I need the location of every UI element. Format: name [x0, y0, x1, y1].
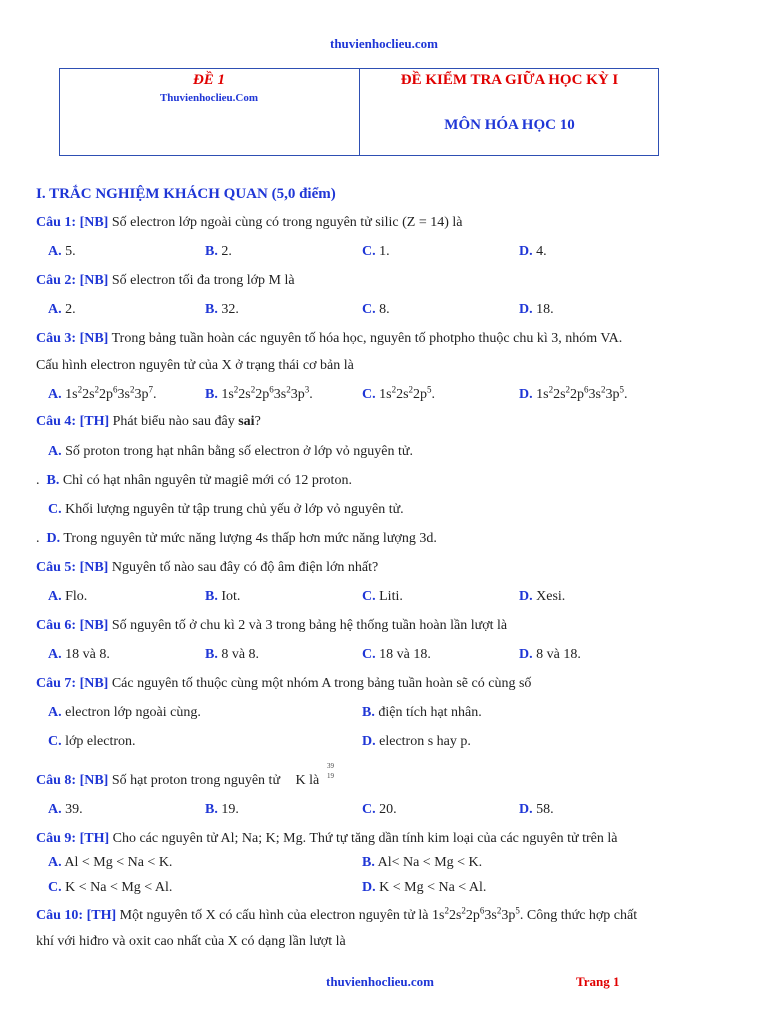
- option-text: Flo.: [65, 589, 88, 604]
- option-key: C.: [48, 734, 62, 749]
- option-key: A.: [48, 855, 62, 870]
- question-label: Câu 5:: [36, 560, 77, 575]
- question-6: [36, 618, 507, 634]
- page-number: Trang 1: [576, 974, 620, 989]
- q6-option-c[interactable]: [362, 647, 431, 663]
- question-4: [36, 414, 261, 430]
- question-label: Câu 2:: [36, 273, 77, 288]
- question-text: Trong bảng tuần hoàn các nguyên tố hóa học, nguyên tố photpho thuộc chu kì 3, nhóm VA.: [111, 331, 623, 346]
- option-key: C.: [362, 387, 376, 402]
- option-key: D.: [519, 302, 533, 317]
- option-key: C.: [362, 302, 376, 317]
- option-text: 5.: [65, 244, 76, 259]
- question-text: Số electron lớp ngoài cùng có trong nguyên tử silic (Z = 14) là: [111, 215, 463, 230]
- q1-option-a[interactable]: [48, 244, 76, 260]
- option-text: Al< Na < Mg < K.: [377, 855, 483, 870]
- question-text: Số nguyên tố ở chu kì 2 và 3 trong bảng hệ thống tuần hoàn lần lượt là: [111, 618, 508, 633]
- question-2: [36, 273, 295, 289]
- option-text: Trong nguyên tử mức năng lượng 4s thấp hơn mức năng lượng 3d.: [63, 531, 437, 546]
- option-key: A.: [48, 244, 62, 259]
- q3-option-b[interactable]: B. $1s^22s^22p^63s^23p^3$.: [205, 384, 313, 402]
- footer-site-link[interactable]: thuvienhoclieu.com: [326, 974, 434, 989]
- q5-option-a[interactable]: [48, 589, 87, 605]
- q8-option-a[interactable]: [48, 802, 83, 818]
- q6-option-b[interactable]: [205, 647, 259, 663]
- option-key: B.: [205, 244, 218, 259]
- option-key: B.: [362, 855, 375, 870]
- q4-option-d[interactable]: [36, 531, 437, 547]
- question-5: [36, 560, 378, 576]
- option-key: C.: [362, 647, 376, 662]
- question-text-cont: Công thức hợp chất: [526, 908, 638, 923]
- site-header-link[interactable]: thuvienhoclieu.com: [330, 36, 438, 51]
- q9-option-a[interactable]: [48, 855, 172, 871]
- question-tail: là: [309, 773, 320, 788]
- stray-dot: .: [36, 473, 40, 488]
- option-text: Iot.: [221, 589, 241, 604]
- question-level: [NB]: [79, 331, 109, 346]
- q2-option-b[interactable]: [205, 302, 239, 318]
- question-9: [36, 831, 617, 847]
- option-key: A.: [48, 444, 62, 459]
- question-label: Câu 10:: [36, 908, 84, 923]
- q5-option-b[interactable]: [205, 589, 240, 605]
- option-key: B.: [205, 387, 218, 402]
- option-key: B.: [205, 802, 218, 817]
- option-text: Số proton trong hạt nhân bằng số electron ở lớp vỏ nguyên tử.: [65, 444, 413, 459]
- option-key: B.: [205, 589, 218, 604]
- option-text: 19.: [221, 802, 239, 817]
- q8-option-c[interactable]: [362, 802, 397, 818]
- question-3-line-2: Cấu hình electron nguyên tử của X ở trạng thái cơ bản là: [36, 358, 354, 373]
- option-key: B.: [362, 705, 375, 720]
- option-text: Chỉ có hạt nhân nguyên tử magiê mới có 12 proton.: [62, 473, 352, 488]
- question-7: [36, 676, 531, 692]
- q3-option-a[interactable]: A. $1s^22s^22p^63s^23p^7$.: [48, 384, 157, 402]
- option-key: D.: [362, 880, 376, 895]
- electron-configuration: $1s^22s^22p^63s^23p^5$.: [432, 905, 524, 923]
- option-text: 18 và 18.: [379, 647, 431, 662]
- question-level: [NB]: [79, 676, 109, 691]
- q7-option-d[interactable]: [362, 734, 471, 750]
- q9-option-b[interactable]: [362, 855, 482, 871]
- q2-option-d[interactable]: [519, 302, 554, 318]
- option-key: A.: [48, 589, 62, 604]
- option-key: D.: [519, 244, 533, 259]
- question-label: Câu 9:: [36, 831, 77, 846]
- option-text: 18.: [536, 302, 554, 317]
- option-text: electron s hay p.: [379, 734, 471, 749]
- option-text: Al < Mg < Na < K.: [64, 855, 173, 870]
- option-key: C.: [48, 880, 62, 895]
- question-text: Số electron tối đa trong lớp M là: [111, 273, 295, 288]
- question-level: [TH]: [86, 908, 117, 923]
- option-text: lớp electron.: [65, 734, 136, 749]
- question-10-line-2: khí với hiđro và oxit cao nhất của X có dạng lần lượt là: [36, 934, 346, 949]
- question-text: Nguyên tố nào sau đây có độ âm điện lớn nhất?: [111, 560, 379, 575]
- header-site-link[interactable]: Thuvienhoclieu.Com: [159, 92, 259, 104]
- option-key: C.: [362, 802, 376, 817]
- isotope-atomic-number: 19: [327, 772, 334, 780]
- q1-option-d[interactable]: [519, 244, 547, 260]
- question-label: Câu 3:: [36, 331, 77, 346]
- option-text: 8 và 8.: [221, 647, 260, 662]
- question-text: Các nguyên tố thuộc cùng một nhóm A trong bảng tuần hoàn sẽ có cùng số: [111, 676, 532, 691]
- option-key: D.: [519, 647, 533, 662]
- question-text: Số hạt proton trong nguyên tử: [111, 773, 281, 788]
- option-text: 18 và 8.: [65, 647, 110, 662]
- exam-title: ĐỀ KIỂM TRA GIỮA HỌC KỲ I: [400, 72, 619, 88]
- option-text: electron lớp ngoài cùng.: [65, 705, 201, 720]
- question-3: [36, 331, 622, 347]
- q7-option-b[interactable]: [362, 705, 482, 721]
- option-text: 4.: [536, 244, 547, 259]
- option-key: A.: [48, 705, 62, 720]
- question-mark: ?: [254, 414, 261, 429]
- option-text: 58.: [536, 802, 554, 817]
- option-text: K < Na < Mg < Al.: [65, 880, 173, 895]
- exam-code: ĐỀ 1: [192, 72, 226, 88]
- option-text: Liti.: [379, 589, 403, 604]
- q9-option-c[interactable]: [48, 880, 172, 896]
- q4-option-b[interactable]: [36, 473, 352, 489]
- option-text: 2.: [221, 244, 232, 259]
- option-text: K < Mg < Na < Al.: [379, 880, 487, 895]
- question-label: Câu 4:: [36, 414, 77, 429]
- q3-option-c[interactable]: C. $1s^22s^22p^5$.: [362, 384, 436, 402]
- question-label: Câu 7:: [36, 676, 77, 691]
- question-8: [36, 773, 319, 789]
- option-text: điện tích hạt nhân.: [378, 705, 482, 720]
- question-text: Một nguyên tố X có cấu hình của electron nguyên tử là: [119, 908, 429, 923]
- option-text: 8 và 18.: [536, 647, 581, 662]
- option-key: A.: [48, 387, 62, 402]
- section-title: I. TRẮC NGHIỆM KHÁCH QUAN (5,0 điểm): [36, 186, 336, 202]
- option-key: B.: [46, 473, 60, 488]
- question-10: [36, 905, 638, 924]
- subject-title: MÔN HÓA HỌC 10: [444, 117, 575, 133]
- option-key: B.: [205, 302, 218, 317]
- element-symbol: K: [295, 773, 306, 788]
- question-level: [TH]: [79, 831, 110, 846]
- question-text: Phát biểu nào sau đây: [112, 414, 235, 429]
- q1-option-c[interactable]: [362, 244, 390, 260]
- q6-option-a[interactable]: [48, 647, 110, 663]
- option-key: D.: [519, 802, 533, 817]
- option-text: 1.: [379, 244, 390, 259]
- question-level: [NB]: [79, 273, 109, 288]
- q9-option-d[interactable]: [362, 880, 486, 896]
- option-key: C.: [362, 244, 376, 259]
- option-key: B.: [205, 647, 218, 662]
- emphasis-word: sai: [238, 414, 255, 429]
- isotope-mass-number: 39: [327, 762, 334, 770]
- option-key: D.: [46, 531, 61, 546]
- q3-option-d[interactable]: D. $1s^22s^22p^63s^23p^5$.: [519, 384, 628, 402]
- option-text: Xesi.: [536, 589, 566, 604]
- question-level: [NB]: [79, 560, 109, 575]
- question-text: Cho các nguyên tử Al; Na; K; Mg. Thứ tự tăng dần tính kim loại của các nguyên tử trên là: [112, 831, 618, 846]
- question-level: [NB]: [79, 618, 109, 633]
- question-level: [TH]: [79, 414, 110, 429]
- q1-option-b[interactable]: [205, 244, 232, 260]
- option-key: C.: [48, 502, 62, 517]
- option-text: 2.: [65, 302, 76, 317]
- q2-option-c[interactable]: [362, 302, 390, 318]
- option-key: A.: [48, 802, 62, 817]
- question-1: [36, 215, 463, 231]
- q8-option-b[interactable]: [205, 802, 239, 818]
- question-label: Câu 1:: [36, 215, 77, 230]
- q8-option-d[interactable]: [519, 802, 554, 818]
- question-level: [NB]: [79, 215, 109, 230]
- question-label: Câu 6:: [36, 618, 77, 633]
- option-key: C.: [362, 589, 376, 604]
- q7-option-c[interactable]: [48, 734, 136, 750]
- option-text: Khối lượng nguyên tử tập trung chủ yếu ở lớp vỏ nguyên tử.: [65, 502, 404, 517]
- option-text: 39.: [65, 802, 83, 817]
- option-text: 20.: [379, 802, 397, 817]
- option-text: 8.: [379, 302, 390, 317]
- q6-option-d[interactable]: [519, 647, 581, 663]
- q5-option-c[interactable]: [362, 589, 403, 605]
- q4-option-a[interactable]: [48, 444, 413, 460]
- q2-option-a[interactable]: [48, 302, 76, 318]
- option-key: D.: [362, 734, 376, 749]
- question-level: [NB]: [79, 773, 109, 788]
- option-key: D.: [519, 387, 533, 402]
- q5-option-d[interactable]: [519, 589, 565, 605]
- question-label: Câu 8:: [36, 773, 77, 788]
- option-key: D.: [519, 589, 533, 604]
- option-key: A.: [48, 647, 62, 662]
- stray-dot: .: [36, 531, 40, 546]
- q4-option-c[interactable]: [48, 502, 404, 518]
- option-key: A.: [48, 302, 62, 317]
- option-text: 32.: [221, 302, 239, 317]
- q7-option-a[interactable]: [48, 705, 201, 721]
